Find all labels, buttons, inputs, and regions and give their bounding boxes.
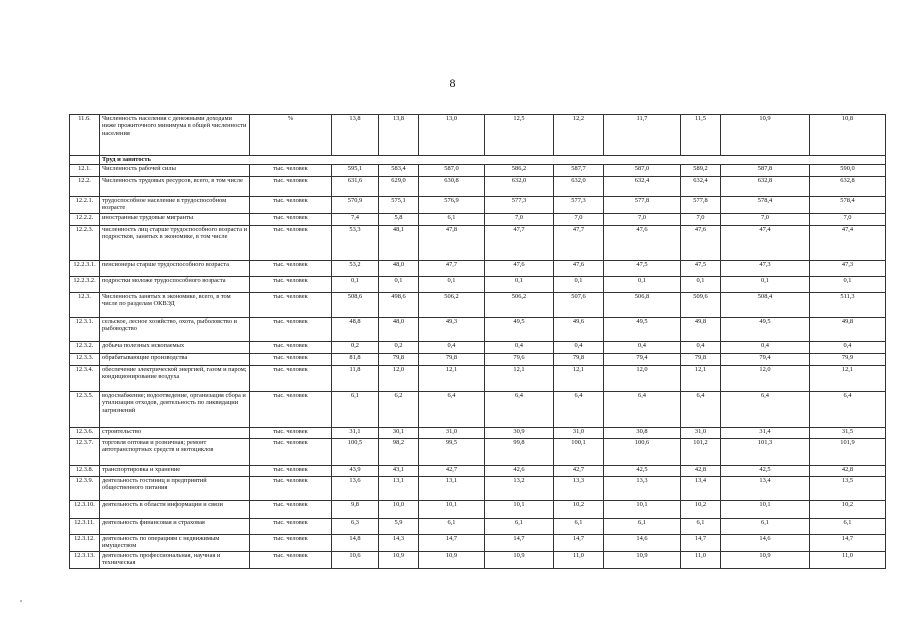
table-row [70, 214, 886, 226]
value-cell: 13,8 [379, 115, 419, 156]
value-cell: 589,2 [681, 165, 721, 177]
value-cell: 6,2 [379, 392, 419, 428]
value-cell: 6,4 [721, 392, 810, 428]
row-code-cell: 11.6. [70, 115, 100, 156]
value-cell: 101,3 [721, 439, 810, 466]
value-cell: 48,8 [332, 318, 379, 342]
value-cell: 10,1 [419, 501, 485, 519]
value-cell: 629,0 [379, 177, 419, 197]
value-cell: 632,0 [485, 177, 554, 197]
value-cell: 586,2 [485, 165, 554, 177]
row-code-cell: 12.2.3.2. [70, 277, 100, 293]
value-cell: 11,0 [810, 552, 886, 569]
value-cell: 47,3 [810, 261, 886, 277]
value-cell: 7,4 [332, 214, 379, 226]
value-cell: 7,0 [810, 214, 886, 226]
row-code-cell: 12.3.13. [70, 552, 100, 569]
value-cell: 0,4 [485, 342, 554, 354]
value-cell: 47,7 [485, 226, 554, 261]
row-code-cell: 12.3.9. [70, 477, 100, 501]
indicator-name-cell: Численность трудовых ресурсов, всего, в том числе [100, 177, 250, 197]
value-cell: 511,3 [810, 293, 886, 318]
value-cell: 14,7 [681, 535, 721, 552]
value-cell: 12,0 [604, 366, 681, 392]
value-cell: 10,0 [379, 501, 419, 519]
value-cell: 53,3 [332, 226, 379, 261]
row-code-cell: 12.3.1. [70, 318, 100, 342]
value-cell: 0,4 [810, 342, 886, 354]
value-cell: 576,9 [419, 197, 485, 214]
value-cell: 11,5 [681, 115, 721, 156]
value-cell: 47,8 [419, 226, 485, 261]
value-cell: 6,1 [810, 519, 886, 535]
value-cell: 509,6 [681, 293, 721, 318]
row-code-cell: 12.3. [70, 293, 100, 318]
unit-cell: тыс. человек [250, 466, 332, 477]
table-row [70, 535, 886, 552]
row-code-cell: 12.3.10. [70, 501, 100, 519]
unit-cell: тыс. человек [250, 261, 332, 277]
value-cell: 6,1 [419, 214, 485, 226]
indicator-name-cell: подростки моложе трудоспособного возраста [100, 277, 250, 293]
indicator-name-cell: деятельность по операциям с недвижимым имуществом [100, 535, 250, 552]
table-row [70, 318, 886, 342]
value-cell: 11,8 [332, 366, 379, 392]
value-cell: 0,4 [721, 342, 810, 354]
row-code-cell: 12.2.3. [70, 226, 100, 261]
value-cell: 10,9 [604, 552, 681, 569]
value-cell: 47,4 [721, 226, 810, 261]
value-cell: 101,2 [681, 439, 721, 466]
value-cell: 100,6 [604, 439, 681, 466]
value-cell: 10,8 [810, 115, 886, 156]
value-cell: 507,6 [554, 293, 604, 318]
value-cell: 98,2 [379, 439, 419, 466]
row-code-cell: 12.2. [70, 177, 100, 197]
value-cell: 6,1 [332, 392, 379, 428]
value-cell: 0,4 [681, 342, 721, 354]
value-cell: 508,6 [332, 293, 379, 318]
value-cell: 10,2 [810, 501, 886, 519]
value-cell: 632,4 [604, 177, 681, 197]
table-row [70, 439, 886, 466]
unit-cell: тыс. человек [250, 392, 332, 428]
value-cell: 42,7 [554, 466, 604, 477]
value-cell: 13,0 [419, 115, 485, 156]
value-cell: 578,4 [721, 197, 810, 214]
table-row [70, 477, 886, 501]
value-cell: 42,5 [604, 466, 681, 477]
value-cell: 6,3 [332, 519, 379, 535]
indicator-name-cell: транспортировка и хранение [100, 466, 250, 477]
unit-cell: тыс. человек [250, 214, 332, 226]
row-code-cell: 12.3.6. [70, 428, 100, 439]
value-cell: 47,6 [604, 226, 681, 261]
value-cell: 5,9 [379, 519, 419, 535]
value-cell: 79,4 [721, 354, 810, 366]
value-cell: 0,1 [379, 277, 419, 293]
indicator-name-cell: Численность рабочей силы [100, 165, 250, 177]
unit-cell: тыс. человек [250, 428, 332, 439]
value-cell: 14,7 [554, 535, 604, 552]
value-cell: 13,1 [419, 477, 485, 501]
indicator-name-cell: Численность занятых в экономике, всего, в том числе по разделам ОКВЭД [100, 293, 250, 318]
unit-cell: % [250, 115, 332, 156]
value-cell: 99,5 [419, 439, 485, 466]
value-cell: 31,0 [554, 428, 604, 439]
value-cell: 48,0 [379, 261, 419, 277]
value-cell: 10,9 [419, 552, 485, 569]
value-cell: 12,1 [419, 366, 485, 392]
statistics-table [69, 114, 886, 569]
value-cell: 587,7 [554, 165, 604, 177]
value-cell: 47,3 [721, 261, 810, 277]
value-cell: 14,7 [485, 535, 554, 552]
row-code-cell: 12.2.2. [70, 214, 100, 226]
indicator-name-cell: торговля оптовая и розничная; ремонт автотранспортных средств и мотоциклов [100, 439, 250, 466]
value-cell: 0,4 [419, 342, 485, 354]
unit-cell: тыс. человек [250, 277, 332, 293]
value-cell: 49,8 [681, 318, 721, 342]
row-code-cell: 12.3.8. [70, 466, 100, 477]
indicator-name-cell: иностранные трудовые мигранты [100, 214, 250, 226]
value-cell: 10,9 [721, 115, 810, 156]
value-cell: 6,4 [681, 392, 721, 428]
value-cell: 587,0 [604, 165, 681, 177]
value-cell: 13,6 [332, 477, 379, 501]
value-cell: 9,8 [332, 501, 379, 519]
unit-cell: тыс. человек [250, 535, 332, 552]
value-cell: 630,8 [419, 177, 485, 197]
value-cell: 79,4 [604, 354, 681, 366]
unit-cell: тыс. человек [250, 366, 332, 392]
value-cell: 13,4 [681, 477, 721, 501]
value-cell: 48,1 [379, 226, 419, 261]
value-cell: 100,5 [332, 439, 379, 466]
table-row [70, 366, 886, 392]
table-row [70, 115, 886, 156]
table-row [70, 428, 886, 439]
value-cell: 49,6 [554, 318, 604, 342]
unit-cell: тыс. человек [250, 519, 332, 535]
row-code-cell: 12.3.5. [70, 392, 100, 428]
value-cell: 508,4 [721, 293, 810, 318]
value-cell: 42,5 [721, 466, 810, 477]
value-cell: 570,9 [332, 197, 379, 214]
row-code-cell: 12.3.12. [70, 535, 100, 552]
indicator-name-cell: добыча полезных ископаемых [100, 342, 250, 354]
value-cell: 12,1 [681, 366, 721, 392]
value-cell: 31,0 [681, 428, 721, 439]
table-row [70, 197, 886, 214]
indicator-name-cell: обеспечение электрической энергией, газом и паром; кондиционирование воздуха [100, 366, 250, 392]
value-cell: 31,4 [721, 428, 810, 439]
value-cell: 577,8 [604, 197, 681, 214]
row-code-cell: 12.1. [70, 165, 100, 177]
value-cell: 6,4 [554, 392, 604, 428]
table-row [70, 293, 886, 318]
section-title: Труд и занятость [100, 156, 886, 165]
value-cell: 47,4 [810, 226, 886, 261]
unit-cell: тыс. человек [250, 197, 332, 214]
value-cell: 79,8 [554, 354, 604, 366]
unit-cell: тыс. человек [250, 354, 332, 366]
value-cell: 632,0 [554, 177, 604, 197]
row-code-cell [70, 156, 100, 165]
value-cell: 632,8 [721, 177, 810, 197]
unit-cell: тыс. человек [250, 439, 332, 466]
value-cell: 10,9 [485, 552, 554, 569]
value-cell: 577,3 [554, 197, 604, 214]
table-row [70, 165, 886, 177]
value-cell: 47,5 [681, 261, 721, 277]
row-code-cell: 12.2.3.1. [70, 261, 100, 277]
row-code-cell: 12.3.2. [70, 342, 100, 354]
indicator-name-cell: трудоспособное население в трудоспособном возрасте [100, 197, 250, 214]
value-cell: 14,3 [379, 535, 419, 552]
value-cell: 13,4 [721, 477, 810, 501]
table-row [70, 261, 886, 277]
value-cell: 43,1 [379, 466, 419, 477]
value-cell: 10,9 [379, 552, 419, 569]
unit-cell: тыс. человек [250, 165, 332, 177]
table-row [70, 354, 886, 366]
value-cell: 47,6 [681, 226, 721, 261]
value-cell: 0,4 [604, 342, 681, 354]
unit-cell: тыс. человек [250, 226, 332, 261]
value-cell: 13,8 [332, 115, 379, 156]
unit-cell: тыс. человек [250, 342, 332, 354]
value-cell: 0,1 [604, 277, 681, 293]
table-row [70, 466, 886, 477]
value-cell: 53,2 [332, 261, 379, 277]
row-code-cell: 12.3.7. [70, 439, 100, 466]
value-cell: 30,8 [604, 428, 681, 439]
value-cell: 6,1 [721, 519, 810, 535]
table-row [70, 519, 886, 535]
value-cell: 48,0 [379, 318, 419, 342]
row-code-cell: 12.3.3. [70, 354, 100, 366]
value-cell: 632,8 [810, 177, 886, 197]
value-cell: 10,2 [554, 501, 604, 519]
value-cell: 0,1 [419, 277, 485, 293]
value-cell: 7,0 [721, 214, 810, 226]
value-cell: 101,9 [810, 439, 886, 466]
unit-cell: тыс. человек [250, 293, 332, 318]
value-cell: 14,8 [332, 535, 379, 552]
unit-cell: тыс. человек [250, 477, 332, 501]
value-cell: 6,1 [604, 519, 681, 535]
value-cell: 79,8 [379, 354, 419, 366]
value-cell: 0,1 [681, 277, 721, 293]
page-number: 8 [449, 76, 456, 90]
value-cell: 7,0 [554, 214, 604, 226]
value-cell: 10,1 [721, 501, 810, 519]
indicator-name-cell: сельское, лесное хозяйство, охота, рыболовство и рыбоводство [100, 318, 250, 342]
value-cell: 79,8 [419, 354, 485, 366]
unit-cell: тыс. человек [250, 552, 332, 569]
value-cell: 12,0 [379, 366, 419, 392]
value-cell: 14,6 [721, 535, 810, 552]
row-code-cell: 12.3.11. [70, 519, 100, 535]
value-cell: 42,8 [810, 466, 886, 477]
value-cell: 79,6 [485, 354, 554, 366]
value-cell: 577,3 [485, 197, 554, 214]
table-row [70, 177, 886, 197]
value-cell: 506,2 [485, 293, 554, 318]
value-cell: 47,7 [554, 226, 604, 261]
value-cell: 12,1 [485, 366, 554, 392]
row-code-cell: 12.3.4. [70, 366, 100, 392]
value-cell: 10,9 [721, 552, 810, 569]
indicator-name-cell: водоснабжение; водоотведение, организация сбора и утилизации отходов, деятельность по ликвидации загрязнений [100, 392, 250, 428]
value-cell: 43,9 [332, 466, 379, 477]
indicator-name-cell: деятельность гостиниц и предприятий общественного питания [100, 477, 250, 501]
value-cell: 7,0 [604, 214, 681, 226]
value-cell: 5,8 [379, 214, 419, 226]
value-cell: 6,1 [681, 519, 721, 535]
value-cell: 0,1 [554, 277, 604, 293]
value-cell: 14,6 [604, 535, 681, 552]
value-cell: 6,4 [419, 392, 485, 428]
value-cell: 79,9 [810, 354, 886, 366]
value-cell: 14,7 [810, 535, 886, 552]
scan-speck [20, 600, 22, 602]
value-cell: 31,5 [810, 428, 886, 439]
table-row [70, 501, 886, 519]
value-cell: 0,1 [810, 277, 886, 293]
indicator-name-cell: деятельность финансовая и страховая [100, 519, 250, 535]
value-cell: 49,5 [721, 318, 810, 342]
value-cell: 49,5 [485, 318, 554, 342]
value-cell: 6,1 [485, 519, 554, 535]
value-cell: 583,4 [379, 165, 419, 177]
value-cell: 0,1 [721, 277, 810, 293]
value-cell: 49,8 [810, 318, 886, 342]
value-cell: 0,2 [332, 342, 379, 354]
value-cell: 11,7 [604, 115, 681, 156]
value-cell: 42,8 [681, 466, 721, 477]
section-row [70, 156, 886, 165]
value-cell: 6,4 [485, 392, 554, 428]
value-cell: 6,4 [810, 392, 886, 428]
value-cell: 631,6 [332, 177, 379, 197]
value-cell: 14,7 [419, 535, 485, 552]
value-cell: 10,6 [332, 552, 379, 569]
value-cell: 13,2 [485, 477, 554, 501]
table-row [70, 392, 886, 428]
value-cell: 100,1 [554, 439, 604, 466]
unit-cell: тыс. человек [250, 501, 332, 519]
value-cell: 13,1 [379, 477, 419, 501]
value-cell: 6,1 [419, 519, 485, 535]
value-cell: 0,1 [332, 277, 379, 293]
value-cell: 0,2 [379, 342, 419, 354]
value-cell: 578,4 [810, 197, 886, 214]
value-cell: 577,8 [681, 197, 721, 214]
value-cell: 12,5 [485, 115, 554, 156]
value-cell: 632,4 [681, 177, 721, 197]
value-cell: 79,8 [681, 354, 721, 366]
value-cell: 7,0 [485, 214, 554, 226]
value-cell: 10,1 [604, 501, 681, 519]
value-cell: 13,5 [810, 477, 886, 501]
indicator-name-cell: пенсионеры старше трудоспособного возраста [100, 261, 250, 277]
value-cell: 31,0 [419, 428, 485, 439]
value-cell: 30,9 [485, 428, 554, 439]
value-cell: 12,1 [554, 366, 604, 392]
value-cell: 47,5 [604, 261, 681, 277]
unit-cell: тыс. человек [250, 177, 332, 197]
value-cell: 10,2 [681, 501, 721, 519]
value-cell: 31,1 [332, 428, 379, 439]
value-cell: 30,1 [379, 428, 419, 439]
value-cell: 47,6 [554, 261, 604, 277]
value-cell: 575,1 [379, 197, 419, 214]
value-cell: 81,8 [332, 354, 379, 366]
value-cell: 587,0 [419, 165, 485, 177]
value-cell: 498,6 [379, 293, 419, 318]
indicator-name-cell: обрабатывающие производства [100, 354, 250, 366]
indicator-name-cell: строительство [100, 428, 250, 439]
value-cell: 0,1 [485, 277, 554, 293]
value-cell: 49,5 [604, 318, 681, 342]
table-row [70, 342, 886, 354]
row-code-cell: 12.2.1. [70, 197, 100, 214]
value-cell: 49,3 [419, 318, 485, 342]
value-cell: 506,8 [604, 293, 681, 318]
value-cell: 10,1 [485, 501, 554, 519]
value-cell: 12,0 [721, 366, 810, 392]
value-cell: 506,2 [419, 293, 485, 318]
indicator-name-cell: численность лиц старше трудоспособного возраста и подростков, занятых в экономике, в том числе [100, 226, 250, 261]
table-row [70, 277, 886, 293]
value-cell: 6,1 [554, 519, 604, 535]
table-row [70, 226, 886, 261]
indicator-name-cell: деятельность профессиональная, научная и техническая [100, 552, 250, 569]
indicator-name-cell: деятельность в области информации и связи [100, 501, 250, 519]
value-cell: 12,2 [554, 115, 604, 156]
value-cell: 12,1 [810, 366, 886, 392]
value-cell: 42,7 [419, 466, 485, 477]
value-cell: 13,3 [604, 477, 681, 501]
value-cell: 587,8 [721, 165, 810, 177]
value-cell: 0,4 [554, 342, 604, 354]
value-cell: 590,0 [810, 165, 886, 177]
value-cell: 99,8 [485, 439, 554, 466]
value-cell: 11,0 [554, 552, 604, 569]
table-row [70, 552, 886, 569]
value-cell: 7,0 [681, 214, 721, 226]
unit-cell: тыс. человек [250, 318, 332, 342]
table-body [70, 115, 886, 569]
value-cell: 595,1 [332, 165, 379, 177]
value-cell: 42,6 [485, 466, 554, 477]
value-cell: 47,6 [485, 261, 554, 277]
value-cell: 11,0 [681, 552, 721, 569]
indicator-name-cell: Численность населения с денежными доходами ниже прожиточного минимума в общей численности населения [100, 115, 250, 156]
value-cell: 6,4 [604, 392, 681, 428]
value-cell: 13,3 [554, 477, 604, 501]
value-cell: 47,7 [419, 261, 485, 277]
